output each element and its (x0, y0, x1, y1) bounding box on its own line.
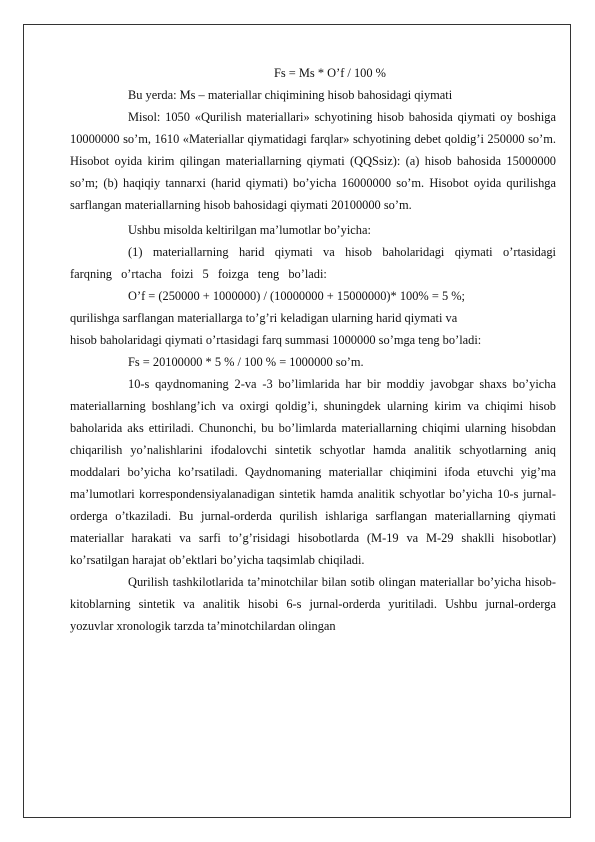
example-paragraph: Misol: 1050 «Qurilish materiallari» schyotining hisob bahosida qiymati oy boshiga 10000000 so’m, 1610 «Materiallar qiymatidagi farqlar» schyotining debet qoldig’i 250000 so’m. Hisobot oyida kirim qilingan materiallarning qiymati (QQSsiz): (a) hisob bahosida 15000000 so’m; (b) haqiqiy tannarxi (harid qiymati) bo’yicha 16000000 so’m. Hisobot oyida qurilishga sarflangan materiallarning hisob bahosidagi qiymati 20100000 so’m. (70, 110, 556, 212)
definition-line: Bu yerda: Ms – materiallar chiqimining hisob bahosidagi qiymati (128, 88, 453, 102)
item-one-paragraph: (1) materiallarning harid qiymati va hisob baholaridagi qiymati o’rtasidagi farqning o’rtacha foizi 5 foizga teng bo’ladi: (70, 245, 556, 281)
note-line-one: qurilishga sarflangan materiallarga to’g’ri keladigan ularning harid qiymati va (70, 311, 458, 325)
calc-one-line: O’f = (250000 + 1000000) / (10000000 + 15000000)* 100% = 5 %; (128, 289, 465, 303)
document-body (70, 62, 556, 637)
settlements-paragraph: Qurilish tashkilotlarida ta’minotchilar bilan sotib olingan materiallar bo’yicha hisob-kitoblarning sintetik va analitik hisobi 6-s jurnal-orderda yuritiladi. Ushbu jurnal-orderga yozuvlar xronologik tarzda ta’minotchilardan olingan (70, 575, 556, 633)
calc-two-line: Fs = 20100000 * 5 % / 100 % = 1000000 so’m. (128, 355, 364, 369)
intro-line: Ushbu misolda keltirilgan ma’lumotlar bo’yicha: (128, 223, 371, 237)
formula-line: Fs = Ms * O’f / 100 % (274, 66, 386, 80)
register-paragraph: 10-s qaydnomaning 2-va -3 bo’limlarida har bir moddiy javobgar shaxs bo’yicha materiallarning boshlang’ich va oxirgi qoldig’i, shuningdek ularning kirim va chiqimi hisob baholarida aks ettiriladi. Chunonchi, bu bo’limlarda materiallarning chiqimi ularning hisobdan chiqarilish yo’nalishlarini ifodalovchi sintetik schyotlar hamda analitik schyotlarning aniq moddalari bo’yicha ko’rsatiladi. Qaydnomaning materiallar chiqimini ifoda etuvchi yig’ma ma’lumotlari korrespondensiyalanadigan sintetik hamda analitik schyotlar bo’yicha 10-s jurnal-orderga o’tkaziladi. Bu jurnal-orderda qurilish ishlariga sarflangan materiallarning qiymati materiallar harakati va sarfi to’g’risidagi hisobotlarda (M-19 va M-29 shaklli hisobotlar) ko’rsatilgan harajat ob’ektlari bo’yicha taqsimlab chiqiladi. (70, 377, 556, 567)
note-line-two: hisob baholaridagi qiymati o’rtasidagi farq summasi 1000000 so’mga teng bo’ladi: (70, 333, 482, 347)
